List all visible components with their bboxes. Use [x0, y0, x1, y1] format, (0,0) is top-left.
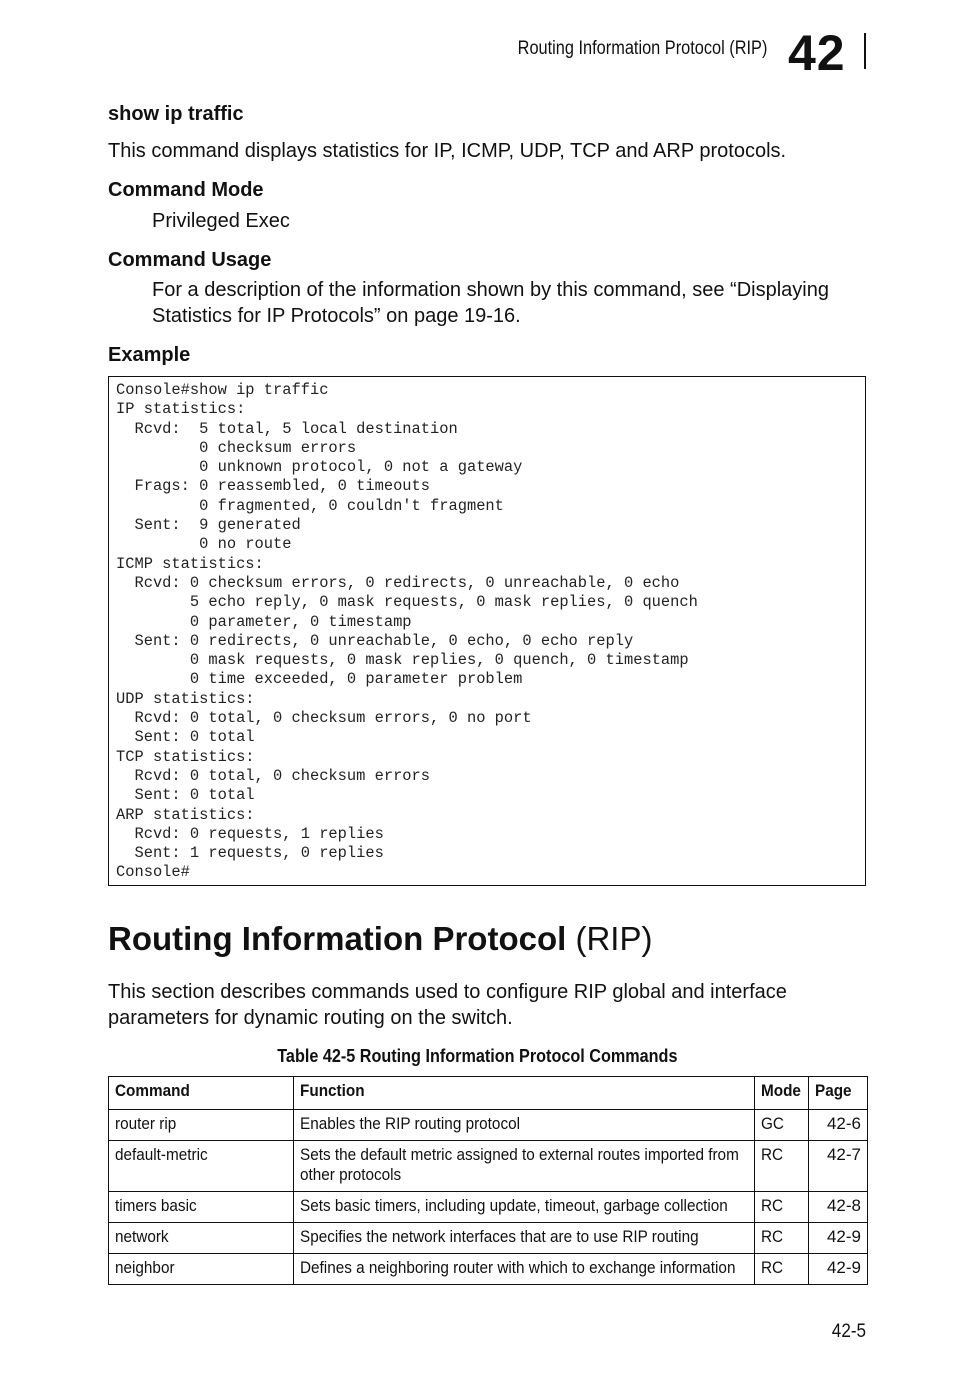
table-row [109, 1192, 868, 1223]
example-code: Console#show ip traffic IP statistics: Rcvd: 5 total, 5 local destination 0 checksum errors 0 unknown protocol, 0 not a gateway Frags: 0 reassembled, 0 timeouts 0 fragmented, 0 couldn't fragment Sent: 9 generated 0 no route ICMP statistics: Rcvd: 0 checksum errors, 0 redirects, 0 unreachable, 0 echo 5 echo reply, 0 mask requests, 0 mask replies, 0 quench 0 parameter, 0 timestamp Sent: 0 redirects, 0 unreachable, 0 echo, 0 echo reply 0 mask requests, 0 mask replies, 0 quench, 0 timestamp 0 time exceeded, 0 parameter problem UDP statistics: Rcvd: 0 total, 0 checksum errors, 0 no port Sent: 0 total TCP statistics: Rcvd: 0 total, 0 checksum errors Sent: 0 total ARP statistics: Rcvd: 0 requests, 1 replies Sent: 1 requests, 0 replies Console# [116, 381, 698, 882]
command-mode-heading: Command Mode [108, 179, 264, 201]
table-cell-mode: RC [755, 1141, 809, 1192]
table-cell-function: Defines a neighboring router with which to exchange information [294, 1254, 755, 1285]
table-cell-page: 42-7 [809, 1141, 868, 1192]
table-header-page: Page [809, 1077, 868, 1110]
table-cell-page: 42-6 [809, 1110, 868, 1141]
table-header-mode: Mode [755, 1077, 809, 1110]
table-cell-function: Sets basic timers, including update, timeout, garbage collection [294, 1192, 755, 1223]
section-title-regular: (RIP) [566, 920, 653, 957]
table-cell-function: Specifies the network interfaces that are to use RIP routing [294, 1223, 755, 1254]
table-header-command: Command [109, 1077, 294, 1110]
command-usage-line-1: For a description of the information shown by this command, see “Displaying [152, 279, 829, 301]
table-cell-mode: RC [755, 1192, 809, 1223]
rip-commands-table [108, 1076, 868, 1285]
table-caption [0, 1046, 954, 1067]
table-row [109, 1141, 868, 1192]
command-description: This command displays statistics for IP, ICMP, UDP, TCP and ARP protocols. [108, 140, 787, 162]
table-row [109, 1110, 868, 1141]
table-caption-text: Table 42-5 Routing Information Protocol Commands [276, 1046, 678, 1066]
table-cell-page: 42-8 [809, 1192, 868, 1223]
page-number: 42-5 [831, 1321, 866, 1342]
table-cell-command: network [109, 1223, 294, 1254]
table-header-function: Function [294, 1077, 755, 1110]
example-code-box [108, 376, 866, 886]
section-intro [108, 979, 787, 1031]
command-usage-text [152, 277, 867, 329]
table-cell-mode: RC [755, 1223, 809, 1254]
table-cell-command: default-metric [109, 1141, 294, 1192]
command-mode-value: Privileged Exec [152, 210, 290, 232]
table-header-row [109, 1077, 868, 1110]
table-cell-page: 42-9 [809, 1254, 868, 1285]
section-title-bold: Routing Information Protocol [108, 920, 567, 957]
chapter-number: 42 [788, 25, 846, 81]
command-usage-line-2: Statistics for IP Protocols” on page 19-16. [152, 305, 521, 327]
table-cell-function: Sets the default metric assigned to external routes imported from other protocols [294, 1141, 755, 1192]
section-title [108, 920, 652, 958]
table-row [109, 1254, 868, 1285]
command-usage-heading: Command Usage [108, 249, 272, 271]
running-head-title: Routing Information Protocol (RIP) [517, 38, 767, 59]
section-intro-line-2: parameters for dynamic routing on the switch. [108, 1007, 513, 1029]
command-title: show ip traffic [108, 103, 244, 125]
table-row [109, 1223, 868, 1254]
table-cell-page: 42-9 [809, 1223, 868, 1254]
table-cell-command: neighbor [109, 1254, 294, 1285]
chapter-rule [864, 33, 866, 69]
table-cell-function: Enables the RIP routing protocol [294, 1110, 755, 1141]
table-cell-command: router rip [109, 1110, 294, 1141]
table-cell-command: timers basic [109, 1192, 294, 1223]
table-cell-mode: GC [755, 1110, 809, 1141]
section-intro-line-1: This section describes commands used to configure RIP global and interface [108, 981, 787, 1003]
table-cell-mode: RC [755, 1254, 809, 1285]
example-heading: Example [108, 344, 191, 366]
